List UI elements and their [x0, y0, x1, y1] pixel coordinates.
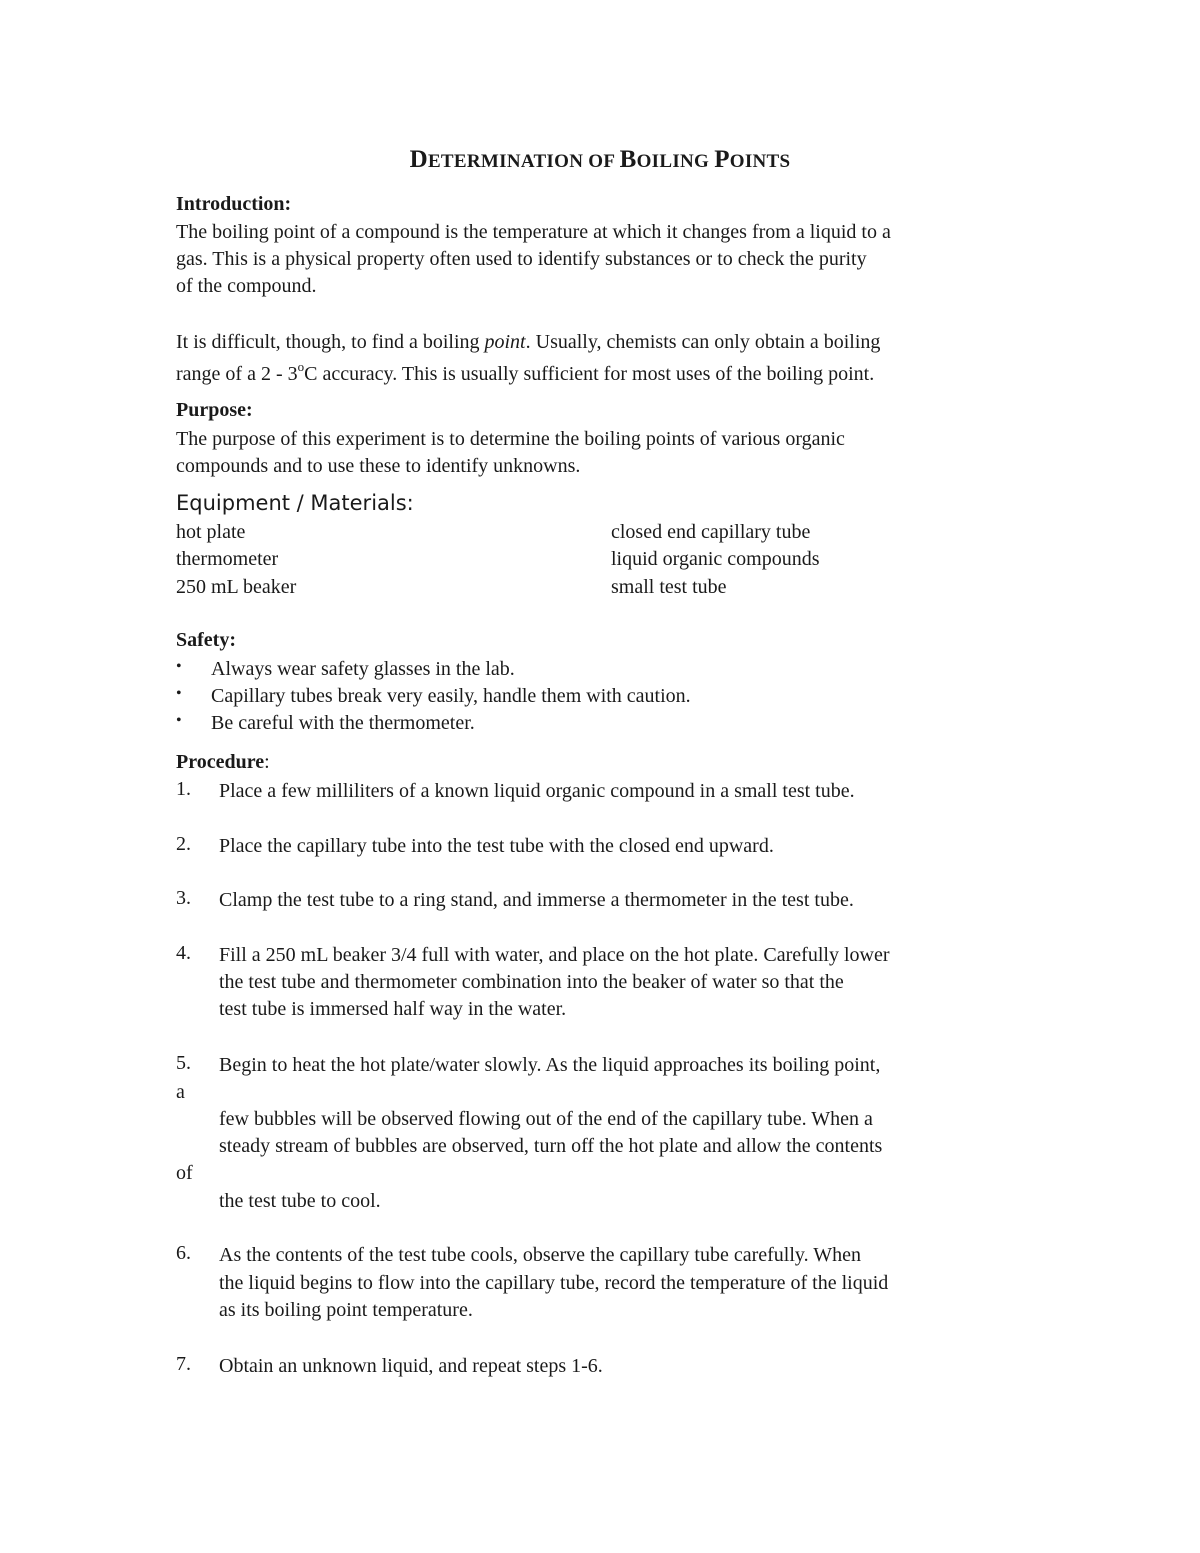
step-number: 3. — [176, 887, 191, 909]
step-number: 2. — [176, 833, 191, 855]
step-number: 6. — [176, 1242, 191, 1264]
intro-line: gas. This is a physical property often used to identify substances or to check the purity — [176, 248, 867, 270]
safety-item: Capillary tubes break very easily, handle them with caution. — [211, 685, 691, 707]
step-wrap-word: of — [176, 1162, 193, 1184]
title-part: OILING — [636, 151, 715, 172]
step-line: as its boiling point temperature. — [219, 1299, 473, 1321]
equipment-left-item: hot plate — [176, 521, 246, 543]
step-line: the test tube and thermometer combination into the beaker of water so that the — [219, 971, 844, 993]
intro-paragraph2-line2 — [176, 361, 874, 388]
bullet-icon: • — [176, 685, 182, 702]
procedure-heading-colon: : — [264, 751, 270, 773]
title-part: ETERMINATION OF — [427, 151, 620, 172]
step-line: the test tube to cool. — [219, 1190, 381, 1212]
title-part: P — [714, 146, 730, 173]
purpose-line: The purpose of this experiment is to determine the boiling points of various organic — [176, 428, 845, 450]
safety-heading: Safety: — [176, 629, 236, 651]
title-part: B — [619, 146, 637, 173]
step-line: steady stream of bubbles are observed, turn off the hot plate and allow the contents — [219, 1135, 883, 1157]
step-number: 7. — [176, 1353, 191, 1375]
purpose-heading: Purpose: — [176, 399, 253, 421]
bullet-icon: • — [176, 712, 182, 729]
introduction-heading: Introduction: — [176, 193, 292, 215]
equipment-left-item: thermometer — [176, 548, 279, 570]
equipment-left-item: 250 mL beaker — [176, 576, 297, 598]
step-line: Place the capillary tube into the test tube with the closed end upward. — [219, 835, 774, 857]
title-part: OINTS — [729, 151, 791, 172]
step-line: Place a few milliliters of a known liquid organic compound in a small test tube. — [219, 780, 855, 802]
step-line: test tube is immersed half way in the water. — [219, 998, 567, 1020]
text-run: C accuracy. This is usually sufficient for most uses of the boiling point. — [304, 363, 875, 385]
degree-superscript: o — [297, 359, 305, 374]
step-line: Obtain an unknown liquid, and repeat steps 1-6. — [219, 1355, 603, 1377]
step-line: few bubbles will be observed flowing out of the end of the capillary tube. When a — [219, 1108, 873, 1130]
title-part: D — [409, 146, 428, 173]
equipment-heading: Equipment / Materials: — [176, 491, 414, 515]
emphasized-word: point — [484, 331, 526, 353]
intro-paragraph2-line1 — [176, 329, 880, 356]
text-run: It is difficult, though, to find a boiling — [176, 331, 485, 353]
safety-item: Always wear safety glasses in the lab. — [211, 658, 515, 680]
text-run: . Usually, chemists can only obtain a boiling — [525, 331, 881, 353]
page-title — [0, 146, 1200, 174]
procedure-heading — [176, 751, 270, 774]
text-run: range of a 2 - 3 — [176, 363, 298, 385]
step-line: As the contents of the test tube cools, observe the capillary tube carefully. When — [219, 1244, 862, 1266]
equipment-right-item: closed end capillary tube — [611, 521, 811, 543]
equipment-right-item: small test tube — [611, 576, 727, 598]
step-line: Begin to heat the hot plate/water slowly. As the liquid approaches its boiling point, — [219, 1054, 881, 1076]
bullet-icon: • — [176, 658, 182, 675]
step-line: the liquid begins to flow into the capillary tube, record the temperature of the liquid — [219, 1272, 889, 1294]
equipment-right-item: liquid organic compounds — [611, 548, 820, 570]
step-line: Fill a 250 mL beaker 3/4 full with water, and place on the hot plate. Carefully lower — [219, 944, 890, 966]
procedure-heading-text: Procedure — [176, 751, 265, 773]
step-wrap-word: a — [176, 1081, 185, 1103]
safety-item: Be careful with the thermometer. — [211, 712, 475, 734]
step-line: Clamp the test tube to a ring stand, and immerse a thermometer in the test tube. — [219, 889, 854, 911]
step-number: 4. — [176, 942, 191, 964]
step-number: 5. — [176, 1052, 191, 1074]
intro-line: of the compound. — [176, 275, 317, 297]
step-number: 1. — [176, 778, 191, 800]
purpose-line: compounds and to use these to identify unknowns. — [176, 455, 581, 477]
intro-line: The boiling point of a compound is the temperature at which it changes from a liquid to a — [176, 221, 891, 243]
